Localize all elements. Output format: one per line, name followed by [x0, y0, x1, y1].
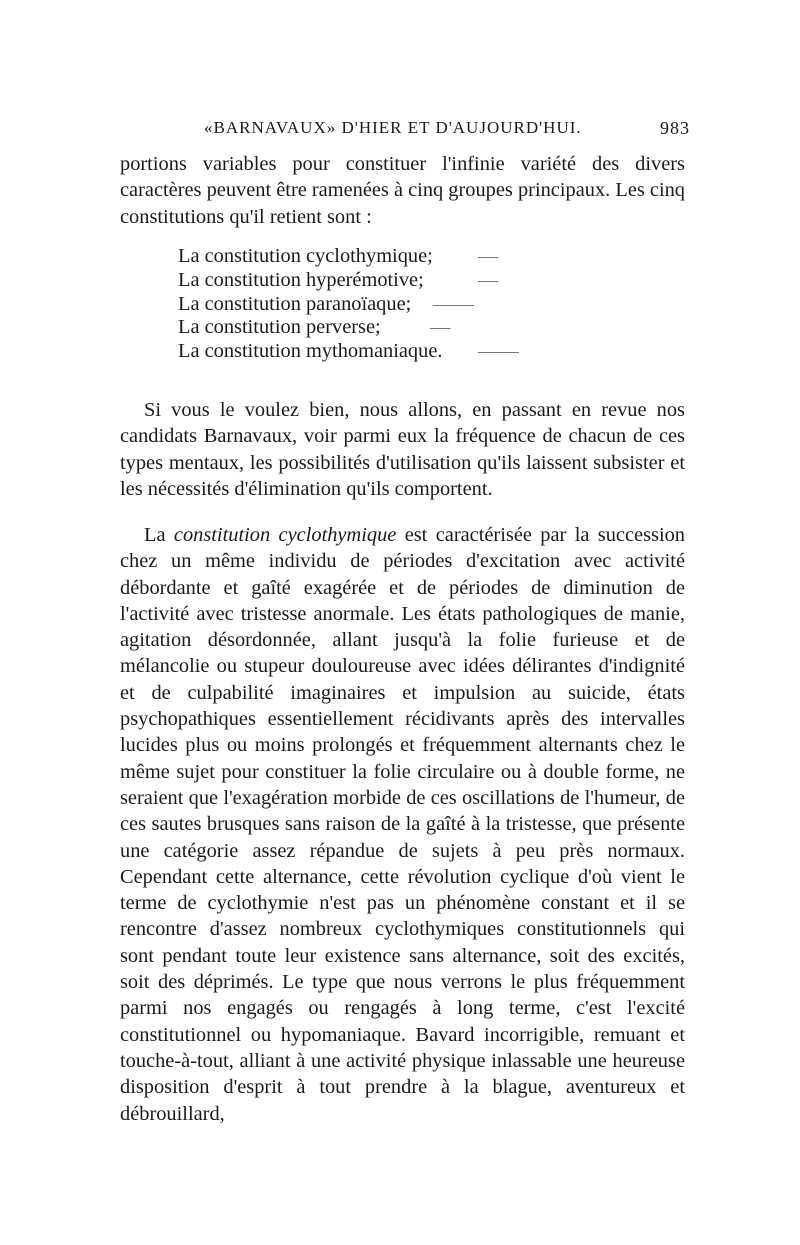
list-item-label: La constitution mythomaniaque. [178, 340, 443, 363]
pencil-dash-mark: — [478, 268, 499, 291]
italic-term: constitution cyclothymique [173, 524, 397, 546]
page-number: 983 [660, 118, 690, 138]
pencil-dash-mark: — [430, 316, 451, 339]
paragraph-text [120, 522, 685, 1127]
paragraph-body: est caractérisée par la succession chez un même individu de périodes d'excitation avec activité débordante et gaîté exagérée et de périodes de diminution de l'activité avec tristesse anormale. Les états pathologiques de manie, agitation désordonnée, allant jusqu'à la folie furieuse et de mélancolie ou stupeur douloureuse avec idées délirantes d'indignité et de culpabilité imaginaires et impulsion au suicide, états psychopathiques essentiellement récidivants après des intervalles lucides plus ou moins prolongés et fréquemment alternants chez le même sujet pour constituer la folie circulaire ou à double forme, ne seraient que l'exagération morbide de ces oscillations de l'humeur, de ces sautes brusques sans raison de la gaîté à la tristesse, que présente une catégorie assez répandue de sujets à peu près normaux. Cependant cette alternance, cette révolution cyclique d'où vient le terme de cyclothymie n'est pas un phénomène constant et il se rencontre d'assez nombreux cyclothymiques constitutionnels qui sont pendant toute leur existence sans alternance, soit des excités, soit des déprimés. Le type que nous verrons le plus fréquemment parmi nos engagés ou rengagés à long terme, c'est l'excité constitutionnel ou hypomaniaque. Bavard incorrigible, remuant et touche-à-tout, alliant à une activité physique inlassable une heureuse disposition d'esprit à tout prendre à la blague, aventureux et débrouillard, [120, 524, 686, 1125]
list-item-label: La constitution hyperémotive; [178, 268, 424, 291]
pencil-dash-mark: —— [433, 292, 474, 315]
list-item-label: La constitution paranoïaque; [178, 292, 412, 315]
list-item [178, 293, 518, 317]
list-item [178, 245, 518, 269]
intro-paragraph [120, 151, 685, 230]
list-item-label: La constitution cyclothymique; [178, 245, 433, 267]
pencil-dash-mark: — [478, 245, 499, 267]
paragraph-text: Si vous le voulez bien, nous allons, en passant en revue nos candidats Barnavaux, voir parmi eux la fréquence de chacun de ces types mentaux, les possibilités d'utilisation qu'ils laissent subsister et les nécessités d'élimination qu'ils comportent. [120, 399, 685, 500]
constitutions-list [178, 245, 518, 364]
list-item-label: La constitution perverse; [178, 316, 381, 339]
running-title: «BARNAVAUX» D'HIER ET D'AUJOURD'HUI. [204, 118, 582, 137]
intro-text: portions variables pour constituer l'infinie variété des divers caractères peuvent être ramenées à cinq groupes principaux. Les cinq constitutions qu'il retient sont : [120, 153, 686, 228]
list-item [178, 316, 518, 340]
running-header [120, 118, 690, 144]
list-item [178, 269, 518, 293]
paragraph-cyclothymic [120, 522, 685, 1127]
list-item [178, 340, 518, 364]
pencil-dash-mark: —— [478, 340, 519, 363]
paragraph-lead: La [144, 524, 174, 546]
paragraph-candidates [120, 397, 685, 502]
